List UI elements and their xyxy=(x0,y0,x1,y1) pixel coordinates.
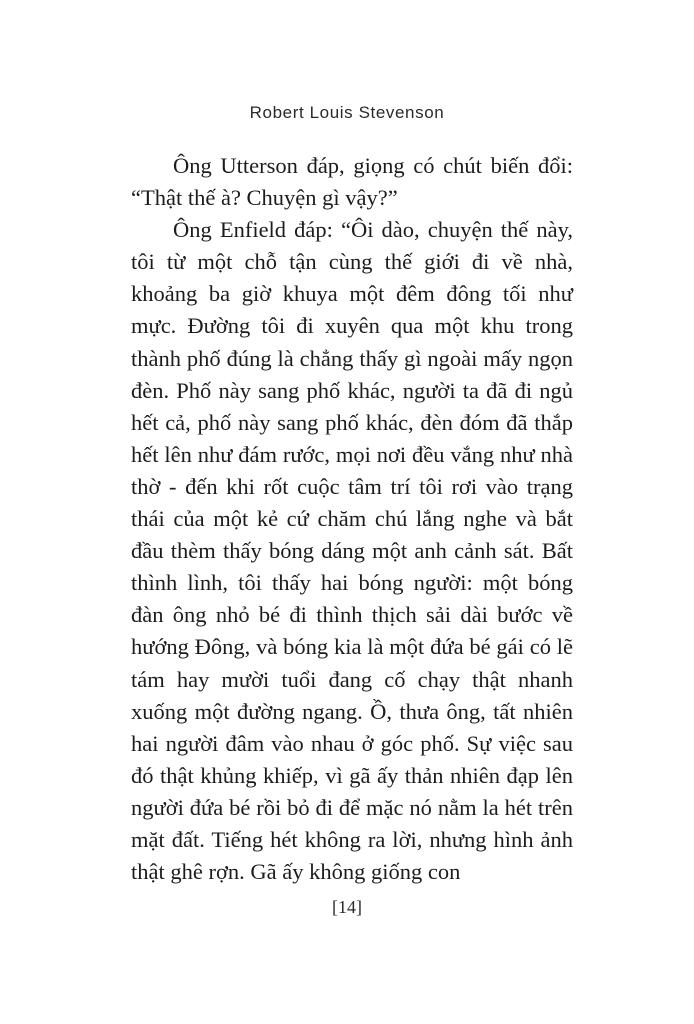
page-number: [14] xyxy=(332,897,362,917)
body-text xyxy=(131,150,573,888)
running-head-author: Robert Louis Stevenson xyxy=(249,103,445,122)
paragraph-utterson-reply: Ông Utterson đáp, giọng có chút biến đổi: “Thật thế à? Chuyện gì vậy?” xyxy=(131,153,573,211)
paragraph-enfield-story: Ông Enfield đáp: “Ôi dào, chuyện thế này, tôi từ một chỗ tận cùng thế giới đi về nhà, khoảng ba giờ khuya một đêm đông tối như mực. Đường tôi đi xuyên qua một khu trong thành phố đúng là chẳng thấy gì ngoài mấy ngọn đèn. Phố này sang phố khác, người ta đã đi ngủ hết cả, phố này sang phố khác, đèn đóm đã thắp hết lên như đám rước, mọi nơi đều vắng như nhà thờ - đến khi rốt cuộc tâm trí tôi rơi vào trạng thái của một kẻ cứ chăm chú lắng nghe và bắt đầu thèm thấy bóng dáng một anh cảnh sát. Bất thình lình, tôi thấy hai bóng người: một bóng đàn ông nhỏ bé đi thình thịch sải dài bước về hướng Đông, và bóng kia là một đứa bé gái có lẽ tám hay mười tuổi đang cố chạy thật nhanh xuống một đường ngang. Ồ, thưa ông, tất nhiên hai người đâm vào nhau ở góc phố. Sự việc sau đó thật khủng khiếp, vì gã ấy thản nhiên đạp lên người đứa bé rồi bỏ đi để mặc nó nằm la hét trên mặt đất. Tiếng hét không ra lời, nhưng hình ảnh thật ghê rợn. Gã ấy không giống con xyxy=(131,217,573,885)
